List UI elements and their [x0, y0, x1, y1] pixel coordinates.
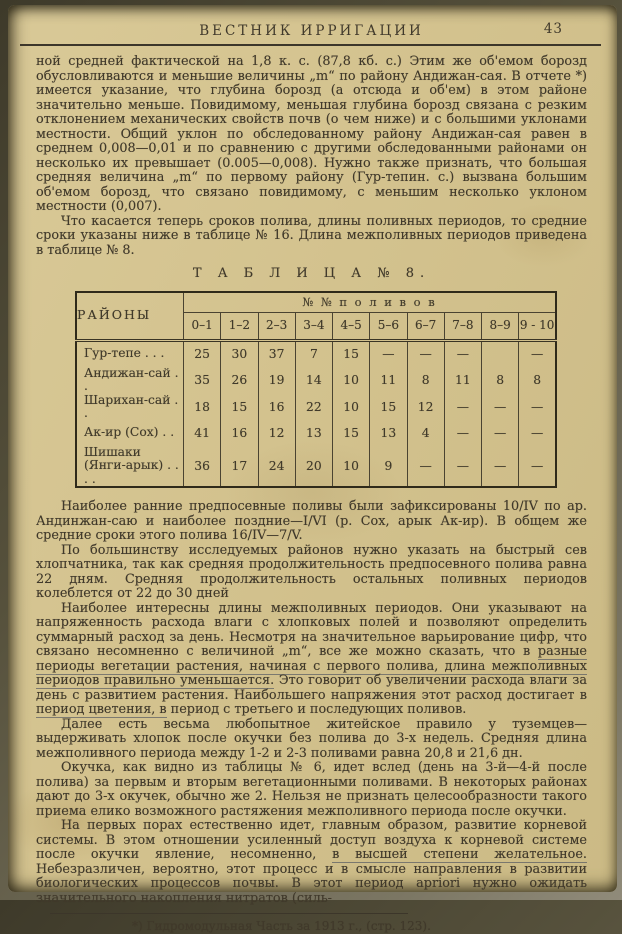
- cell-value: 13: [370, 421, 407, 446]
- cell-value: 11: [370, 367, 407, 394]
- cell-value: 16: [221, 421, 258, 446]
- cell-value: 7: [295, 340, 332, 367]
- underlined-phrase-vegetation: разные периоды вегетации растения, начиная с первого полива, длина межполивных периодов правильно уменьшается.: [36, 644, 587, 688]
- table-group-header: № № п о л и в о в: [184, 292, 557, 313]
- column-header: 6–7: [407, 312, 444, 340]
- footnote-rule: [50, 913, 408, 914]
- cell-value: —: [519, 340, 556, 367]
- scanned-page: [8, 5, 617, 933]
- column-header: 3–4: [295, 312, 332, 340]
- column-header: 9 - 10: [519, 312, 556, 340]
- table-title: Т А Б Л И Ц А № 8.: [192, 266, 431, 281]
- cell-value: —: [519, 421, 556, 446]
- cell-value: 30: [221, 340, 258, 367]
- cell-value: 41: [184, 421, 221, 446]
- table-row: [76, 394, 556, 421]
- cell-value: 10: [333, 367, 370, 394]
- cell-value: —: [444, 421, 481, 446]
- paragraph-5-text: Это говорит об увеличении расхода влаги за день с развитием растения. Наибольшего напряжения этот расход достигает в: [36, 673, 588, 703]
- cell-value: —: [482, 446, 519, 488]
- paragraph-3: Наиболее ранние предпосевные поливы были зафиксированы 10/IV по ар. Андинжан-саю и наиболее поздние—I/VI (р. Сох, арык Ак-ир). В общем же средние сроки этого полива 16/IV—7/V.: [36, 499, 587, 543]
- cell-value: 12: [407, 394, 444, 421]
- cell-value: 16: [258, 394, 295, 421]
- column-header: 5–6: [370, 312, 407, 340]
- cell-value: 35: [184, 367, 221, 394]
- paragraph-5-text: Наиболее интересны длины межполивных периодов. Они указывают на напряженность расхода влаги с хлопковых полей и позволяют определить суммарный расход за день. Несмотря на значительное варьирование цифр, что связано несомненно с величиной „m“, все же можно сказать, что в: [36, 600, 587, 659]
- column-header: 7–8: [444, 312, 481, 340]
- column-header: 8–9: [482, 312, 519, 340]
- table-head: [76, 292, 556, 341]
- cell-value: 22: [295, 394, 332, 421]
- table-corner-header: РАЙОНЫ: [76, 292, 184, 341]
- table-row: [76, 446, 556, 488]
- cell-value: 8: [407, 367, 444, 394]
- paragraph-5-text: период с третьего и последующих поливов.: [166, 702, 467, 717]
- header-rule: [20, 44, 601, 46]
- table-body: [76, 340, 556, 487]
- cell-value: 15: [333, 421, 370, 446]
- cell-value: 8: [482, 367, 519, 394]
- cell-value: 26: [221, 367, 258, 394]
- paragraph-5: [36, 602, 587, 718]
- cell-value: 11: [444, 367, 481, 394]
- table-group-row: [76, 292, 556, 313]
- cell-value: 13: [295, 421, 332, 446]
- region-label: Гур-тепе . . .: [84, 346, 165, 361]
- cell-value: 15: [333, 340, 370, 367]
- cell-value: 37: [258, 340, 295, 367]
- cell-value: 19: [258, 367, 295, 394]
- cell-value: 9: [370, 446, 407, 488]
- table-row: [76, 367, 556, 394]
- cell-value: 25: [184, 340, 221, 367]
- cell-value: —: [370, 340, 407, 367]
- cell-value: 10: [333, 446, 370, 488]
- cell-value: 24: [258, 446, 295, 488]
- footnote: *) Гидромодульная Часть за 1913 г., (стр. 123).: [132, 919, 431, 933]
- page-number: 43: [543, 21, 563, 37]
- cell-value: —: [444, 394, 481, 421]
- paragraph-8-text: Небезразличен, вероятно, этот процесс и в смысле направления в развитии биологических процессов почвы. В этот период apriori нужно ожидать значительного накопления нитратов (силь-: [36, 861, 587, 906]
- cell-value: —: [482, 421, 519, 446]
- cell-value: [482, 340, 519, 367]
- cell-value: —: [407, 446, 444, 488]
- table-row: [76, 340, 556, 367]
- paragraph-1: ной средней фактической на 1,8 к. с. (87,8 кб. с.) Этим же об'емом борозд обусловливаются и меньшие величины „m“ по району Андижан-сая. В отчете *) имеется указание, что глубина борозд (а отсюда и об'ем) в этом районе значительно меньше. Повидимому, меньшая глубина борозд связана с резким отклонением механических свойств почв (о чем ниже) и с большими уклонами местности. Общий уклон по обследованному району Андижан-сая равен в среднем 0,008—0,01 и по сравнению с другими обследованными районами он несколько их превышает (0.005—0,008). Нужно также признать, что большая средняя величина „m“ по первому району (Гур-тепин. с.) вызвана большим об'емом борозд, что связано повидимому, с меньшим несколько уклоном местности (0,007).: [36, 54, 587, 214]
- cell-value: 17: [221, 446, 258, 488]
- cell-value: —: [444, 340, 481, 367]
- cell-value: 8: [519, 367, 556, 394]
- paragraph-8-text: На первых порах естественно идет, главным образом, развитие корневой системы. В этом отношении усиленный доступ воздуха к корневой системе после окучки явление, несомненно,: [36, 818, 587, 862]
- paragraph-7: Окучка, как видно из таблицы № 6, идет вслед (день на 3-й—4-й после полива) за первым и вторым вегетационными поливами. В некоторых районах дают до 3-х окучек, обычно же 2. Нельзя не признать целесообразности такого приема елико возможного растяжения межполивного периода после окучки.: [36, 760, 587, 819]
- page-header: [36, 20, 587, 40]
- cell-value: 10: [333, 394, 370, 421]
- underlined-phrase-flowering: период цветения, в: [36, 702, 167, 717]
- paragraph-2: Что касается теперь сроков полива, длины поливных периодов, то средние сроки указаны ниже в таблице № 16. Длина межполивных периодов приведена в таблице № 8.: [36, 213, 587, 258]
- cell-value: —: [444, 446, 481, 488]
- journal-title: ВЕСТНИК ИРРИГАЦИИ: [199, 23, 424, 39]
- cell-value: 12: [258, 421, 295, 446]
- cell-value: 36: [184, 446, 221, 488]
- cell-value: 18: [184, 394, 221, 421]
- table-row: [76, 421, 556, 446]
- region-label: Ак-ир (Сох) . .: [84, 425, 175, 440]
- cell-value: 4: [407, 421, 444, 446]
- paragraph-8: [36, 819, 587, 906]
- cell-value: 20: [295, 446, 332, 488]
- underlined-phrase-desirable: в высшей степени желательное.: [332, 847, 588, 862]
- region-label: Шарихан-сай . .: [84, 392, 179, 420]
- paragraph-4: По большинству исследуемых районов нужно указать на быстрый сев хлопчатника, так как средняя продолжительность предпосевного полива равна 22 дням. Средняя продолжительность остальных поливных периодов колеблется от 22 до 30 дней: [36, 542, 587, 601]
- cell-value: 15: [370, 394, 407, 421]
- column-header: 1–2: [221, 312, 258, 340]
- irrigation-periods-table: [75, 291, 557, 489]
- cell-value: —: [407, 340, 444, 367]
- page-content: [36, 55, 587, 934]
- column-header: 0–1: [184, 312, 221, 340]
- cell-value: 14: [295, 367, 332, 394]
- cell-value: —: [519, 394, 556, 421]
- column-header: 2–3: [258, 312, 295, 340]
- column-header: 4–5: [333, 312, 370, 340]
- paragraph-6: Далее есть весьма любопытное житейское правило у туземцев—выдерживать хлопок после окучки без полива до 3-х недель. Средняя длина межполивного периода между 1-2 и 2-3 поливами равна 20,8 и 21,6 дн.: [36, 716, 587, 761]
- cell-value: —: [482, 394, 519, 421]
- region-label: Андижан-сай . .: [84, 365, 179, 393]
- cell-value: —: [519, 446, 556, 488]
- cell-value: 15: [221, 394, 258, 421]
- region-label: Шишаки (Янги-арык) . . . .: [84, 444, 179, 486]
